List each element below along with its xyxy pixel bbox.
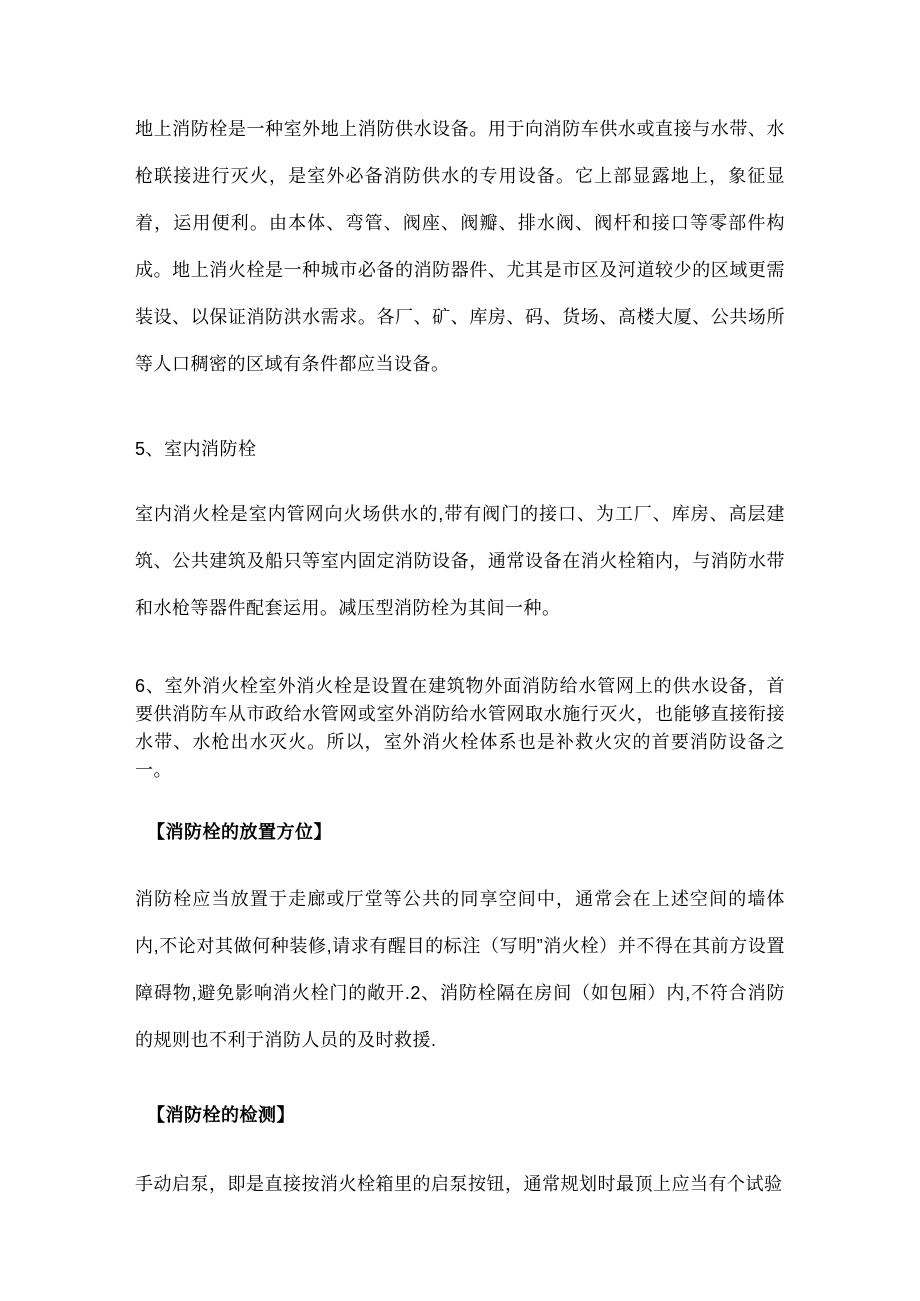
paragraph-outdoor-hydrant: 6、室外消火栓室外消火栓是设置在建筑物外面消防给水管网上的供水设备，首要供消防车从市政给水管网或室外消防给水管网取水施行灭火，也能够直接衔接水带、水枪出水灭火。所以，室外消火栓体系也是补救火灾的首要消防设备之一。	[135, 676, 785, 780]
paragraph-hydrant-testing: 手动启泵，即是直接按消火栓箱里的启泵按钮，通常规划时最顶上应当有个试验	[135, 1174, 783, 1194]
heading-indoor-hydrant: 5、室内消防栓	[135, 439, 257, 459]
heading-hydrant-placement: 【消防栓的放置方位】	[147, 822, 332, 842]
heading-hydrant-testing: 【消防栓的检测】	[147, 1105, 295, 1125]
paragraph-ground-hydrant: 地上消防栓是一种室外地上消防供水设备。用于向消防车供水或直接与水带、水枪联接进行灭火，是室外必备消防供水的专用设备。它上部显露地上，象征显着，运用便利。由本体、弯管、阀座、阀瓣、排水阀、阀杆和接口等零部件构成。地上消火栓是一种城市必备的消防器件、尤其是市区及河道较少的区域更需装设、以保证消防洪水需求。各厂、矿、库房、码、货场、高楼大厦、公共场所等人口稠密的区域有条件都应当设备。	[135, 119, 785, 374]
paragraph-hydrant-placement: 消防栓应当放置于走廊或厅堂等公共的同享空间中，通常会在上述空间的墙体内,不论对其做何种装修,请求有醒目的标注（写明”消火栓）并不得在其前方设置障碍物,避免影响消火栓门的敞开.2、消防栓隔在房间（如包厢）内,不符合消防的规则也不利于消防人员的及时救援.	[135, 889, 785, 1050]
paragraph-indoor-hydrant: 室内消火栓是室内管网向火场供水的,带有阀门的接口、为工厂、库房、高层建筑、公共建筑及船只等室内固定消防设备，通常设备在消火栓箱内，与消防水带和水枪等器件配套运用。减压型消防栓为其间一种。	[135, 504, 785, 618]
